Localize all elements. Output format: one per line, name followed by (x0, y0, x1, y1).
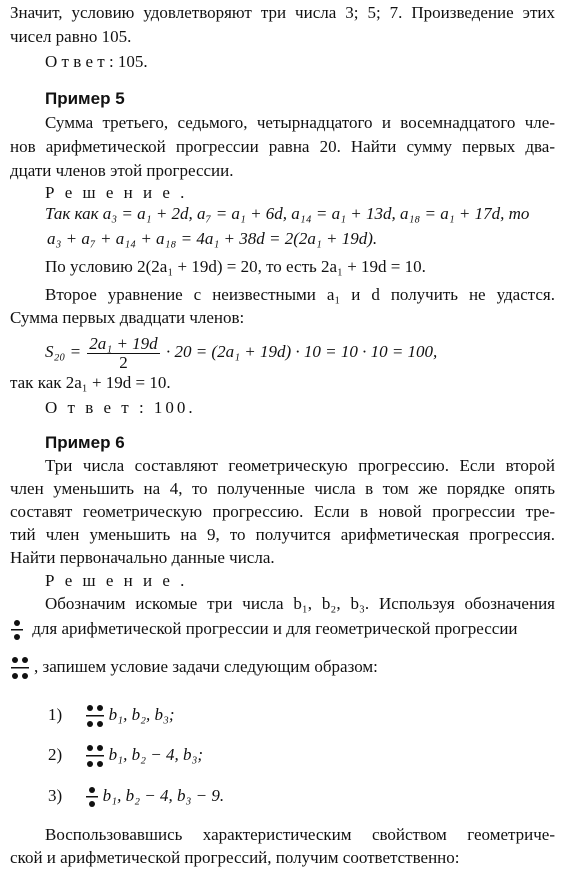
condition-item-3-number: 3) (48, 786, 63, 805)
example-6-line-3 (10, 656, 555, 680)
step-5: так как 2a₁ + 19d = 10. (10, 373, 171, 392)
condition-item-1-number: 1) (48, 705, 63, 724)
formula-denominator: 2 (119, 352, 128, 372)
answer-1: О т в е т : 105. (45, 52, 148, 71)
example-6-line-3-text: , запишем условие задачи следующим образом: (34, 657, 378, 676)
example-5-text-3: дцати членов этой прогрессии. (10, 161, 234, 180)
formula-lhs: S₂₀ = (45, 342, 82, 361)
step-3: По условию 2(2a₁ + 19d) = 20, то есть 2a₁ + 19d = 10. (45, 257, 426, 276)
example-5-text-2: нов арифметической прогрессии равна 20. Найти сумму первых два- (10, 137, 555, 156)
sum-formula (45, 330, 573, 374)
final-line-2: ской и арифметической прогрессий, получим соответственно: (10, 848, 460, 867)
arithmetic-progression-icon (85, 786, 99, 808)
condition-item-2 (48, 744, 573, 768)
intro-line-1: Значит, условию удовлетворяют три числа 3; 5; 7. Произведение этих (10, 3, 555, 22)
formula-numerator: 2a₁ + 19d (89, 333, 158, 353)
geometric-progression-icon (10, 656, 30, 680)
example-6-line-2-text: для арифметической прогрессии и для геометрической прогрессии (28, 619, 518, 638)
condition-item-2-text: b₁, b₂ − 4, b₃; (108, 745, 204, 764)
geometric-progression-icon (85, 704, 105, 728)
condition-item-2-number: 2) (48, 745, 63, 764)
example-6-text-4: тий член уменьшить на 9, то получится арифметическая прогрессия. (10, 525, 555, 544)
example-6-text-2: член уменьшить на 4, то полученные числа в том же порядке опять (10, 479, 555, 498)
step-4a: Второе уравнение с неизвестными a₁ и d получить не удастся. (45, 285, 555, 304)
example-6-text-5: Найти первоначально данные числа. (10, 548, 275, 567)
geometric-progression-icon (85, 744, 105, 768)
example-6-text-1: Три числа составляют геометрическую прогрессию. Если второй (45, 456, 555, 475)
final-line-1: Воспользовавшись характеристическим свойством геометриче- (45, 825, 555, 844)
example-5-heading: Пример 5 (45, 89, 125, 108)
example-6-heading: Пример 6 (45, 433, 125, 452)
condition-item-1 (48, 704, 573, 728)
intro-line-2: чисел равно 105. (10, 27, 132, 46)
step-2: a₃ + a₇ + a₁₄ + a₁₈ = 4a₁ + 38d = 2(2a₁ + 19d). (47, 229, 378, 248)
answer-2: О т в е т : 100. (45, 398, 196, 417)
example-6-line-2 (10, 618, 555, 641)
condition-item-3-text: b₁, b₂ − 4, b₃ − 9. (102, 786, 225, 805)
solution-label-6: Р е ш е н и е . (45, 571, 188, 590)
arithmetic-progression-icon (10, 619, 24, 641)
example-6-line-1: Обозначим искомые три числа b₁, b₂, b₃. Используя обозначения (45, 594, 555, 613)
condition-item-3 (48, 785, 573, 808)
solution-label-5: Р е ш е н и е . (45, 183, 188, 202)
example-6-text-3: составят геометрическую прогрессию. Если в новой прогрессии тре- (10, 502, 555, 521)
condition-item-1-text: b₁, b₂, b₃; (108, 705, 175, 724)
formula-rhs: · 20 = (2a₁ + 19d) · 10 = 10 · 10 = 100, (165, 342, 438, 361)
example-5-text-1: Сумма третьего, седьмого, четырнадцатого и восемнадцатого чле- (45, 113, 555, 132)
step-4b: Сумма первых двадцати членов: (10, 308, 245, 327)
formula-fraction (87, 335, 159, 372)
step-1: Так как a₃ = a₁ + 2d, a₇ = a₁ + 6d, a₁₄ = a₁ + 13d, a₁₈ = a₁ + 17d, то (45, 204, 530, 223)
